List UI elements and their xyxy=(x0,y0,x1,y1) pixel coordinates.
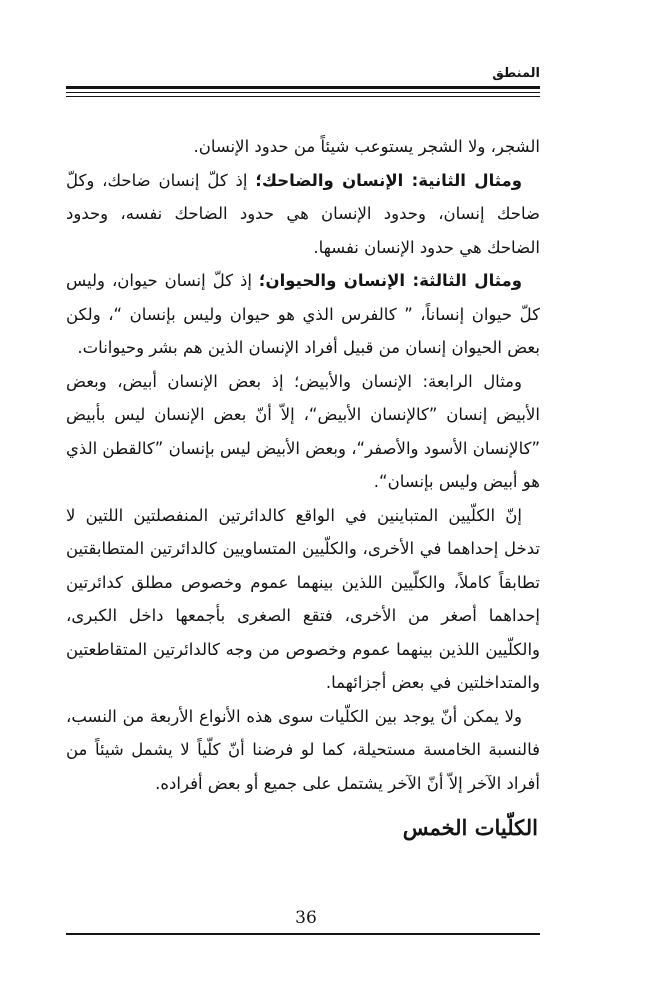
paragraph-text: إنّ الكلّيين المتباينين في الواقع كالدائرتين المنفصلتين اللتين لا تدخل إحداهما في الأخرى، والكلّيين المتساويين كالدائرتين المتطابقتين تطابقاً كاملاً، والكلّيين اللذين بينهما عموم وخصوص مطلق كدائرتين إحداهما أصغر من الأخرى، فتقع الصغرى بأجمعها داخل الكبرى، والكلّيين اللذين بينهما عموم وخصوص من وجه كالدائرتين المتقاطعتين والمتداخلتين في بعض أجزائهما. xyxy=(66,505,540,692)
paragraph-text: الشجر، ولا الشجر يستوعب شيئاً من حدود الإنسان. xyxy=(193,137,540,156)
paragraph-circles-analogy xyxy=(66,499,540,700)
header-rule-thin-lower xyxy=(66,96,540,97)
paragraph-example-two xyxy=(66,164,540,265)
paragraph-text: ومثال الرابعة: الإنسان والأبيض؛ إذ بعض الإنسان أبيض، وبعض الأبيض إنسان ”كالإنسان الأبيض“، إلاّ أنّ بعض الإنسان ليس بأبيض ”كالإنسان الأسود والأصفر“، وبعض الأبيض ليس بإنسان ”كالقطن الذي هو أبيض وليس بإنسان“. xyxy=(66,371,540,491)
header-rule-thin xyxy=(66,92,540,93)
page-number: 36 xyxy=(295,908,317,928)
paragraph-text: إذ كلّ إنسان ضاحك، وكلّ ضاحك إنسان، وحدود الإنسان هي حدود الضاحك نفسه، وحدود الضاحك هي حدود الإنسان نفسها. xyxy=(66,170,540,257)
paragraph-text: إذ كلّ إنسان حيوان، وليس كلّ حيوان إنساناً، ” كالفرس الذي هو حيوان وليس بإنسان “، ولكن بعض الحيوان إنسان من قبيل أفراد الإنسان الذين هم بشر وحيوانات. xyxy=(66,271,540,357)
paragraph-lead: ومثال الثانية: الإنسان والضاحك؛ xyxy=(255,170,522,190)
paragraph-fifth-relation xyxy=(66,700,540,801)
footer-rule xyxy=(66,933,540,935)
section-heading: الكلّيات الخمس xyxy=(402,815,538,840)
running-header-title: المنطق xyxy=(492,66,540,81)
paragraph-example-three xyxy=(66,264,540,365)
page-body xyxy=(66,130,540,846)
paragraph-text: ولا يمكن أنّ يوجد بين الكلّيات سوى هذه الأنواع الأربعة من النسب، فالنسبة الخامسة مستحيلة، كما لو فرضنا أنّ كلّياً لا يشمل شيئاً من أفراد الآخر إلاّ أنّ الآخر يشتمل على جميع أو بعض أفراده. xyxy=(66,706,540,793)
paragraph-continuation xyxy=(66,130,540,164)
header-rule-thick xyxy=(66,86,540,89)
paragraph-example-four xyxy=(66,365,540,499)
paragraph-lead: ومثال الثالثة: الإنسان والحيوان؛ xyxy=(258,271,522,290)
